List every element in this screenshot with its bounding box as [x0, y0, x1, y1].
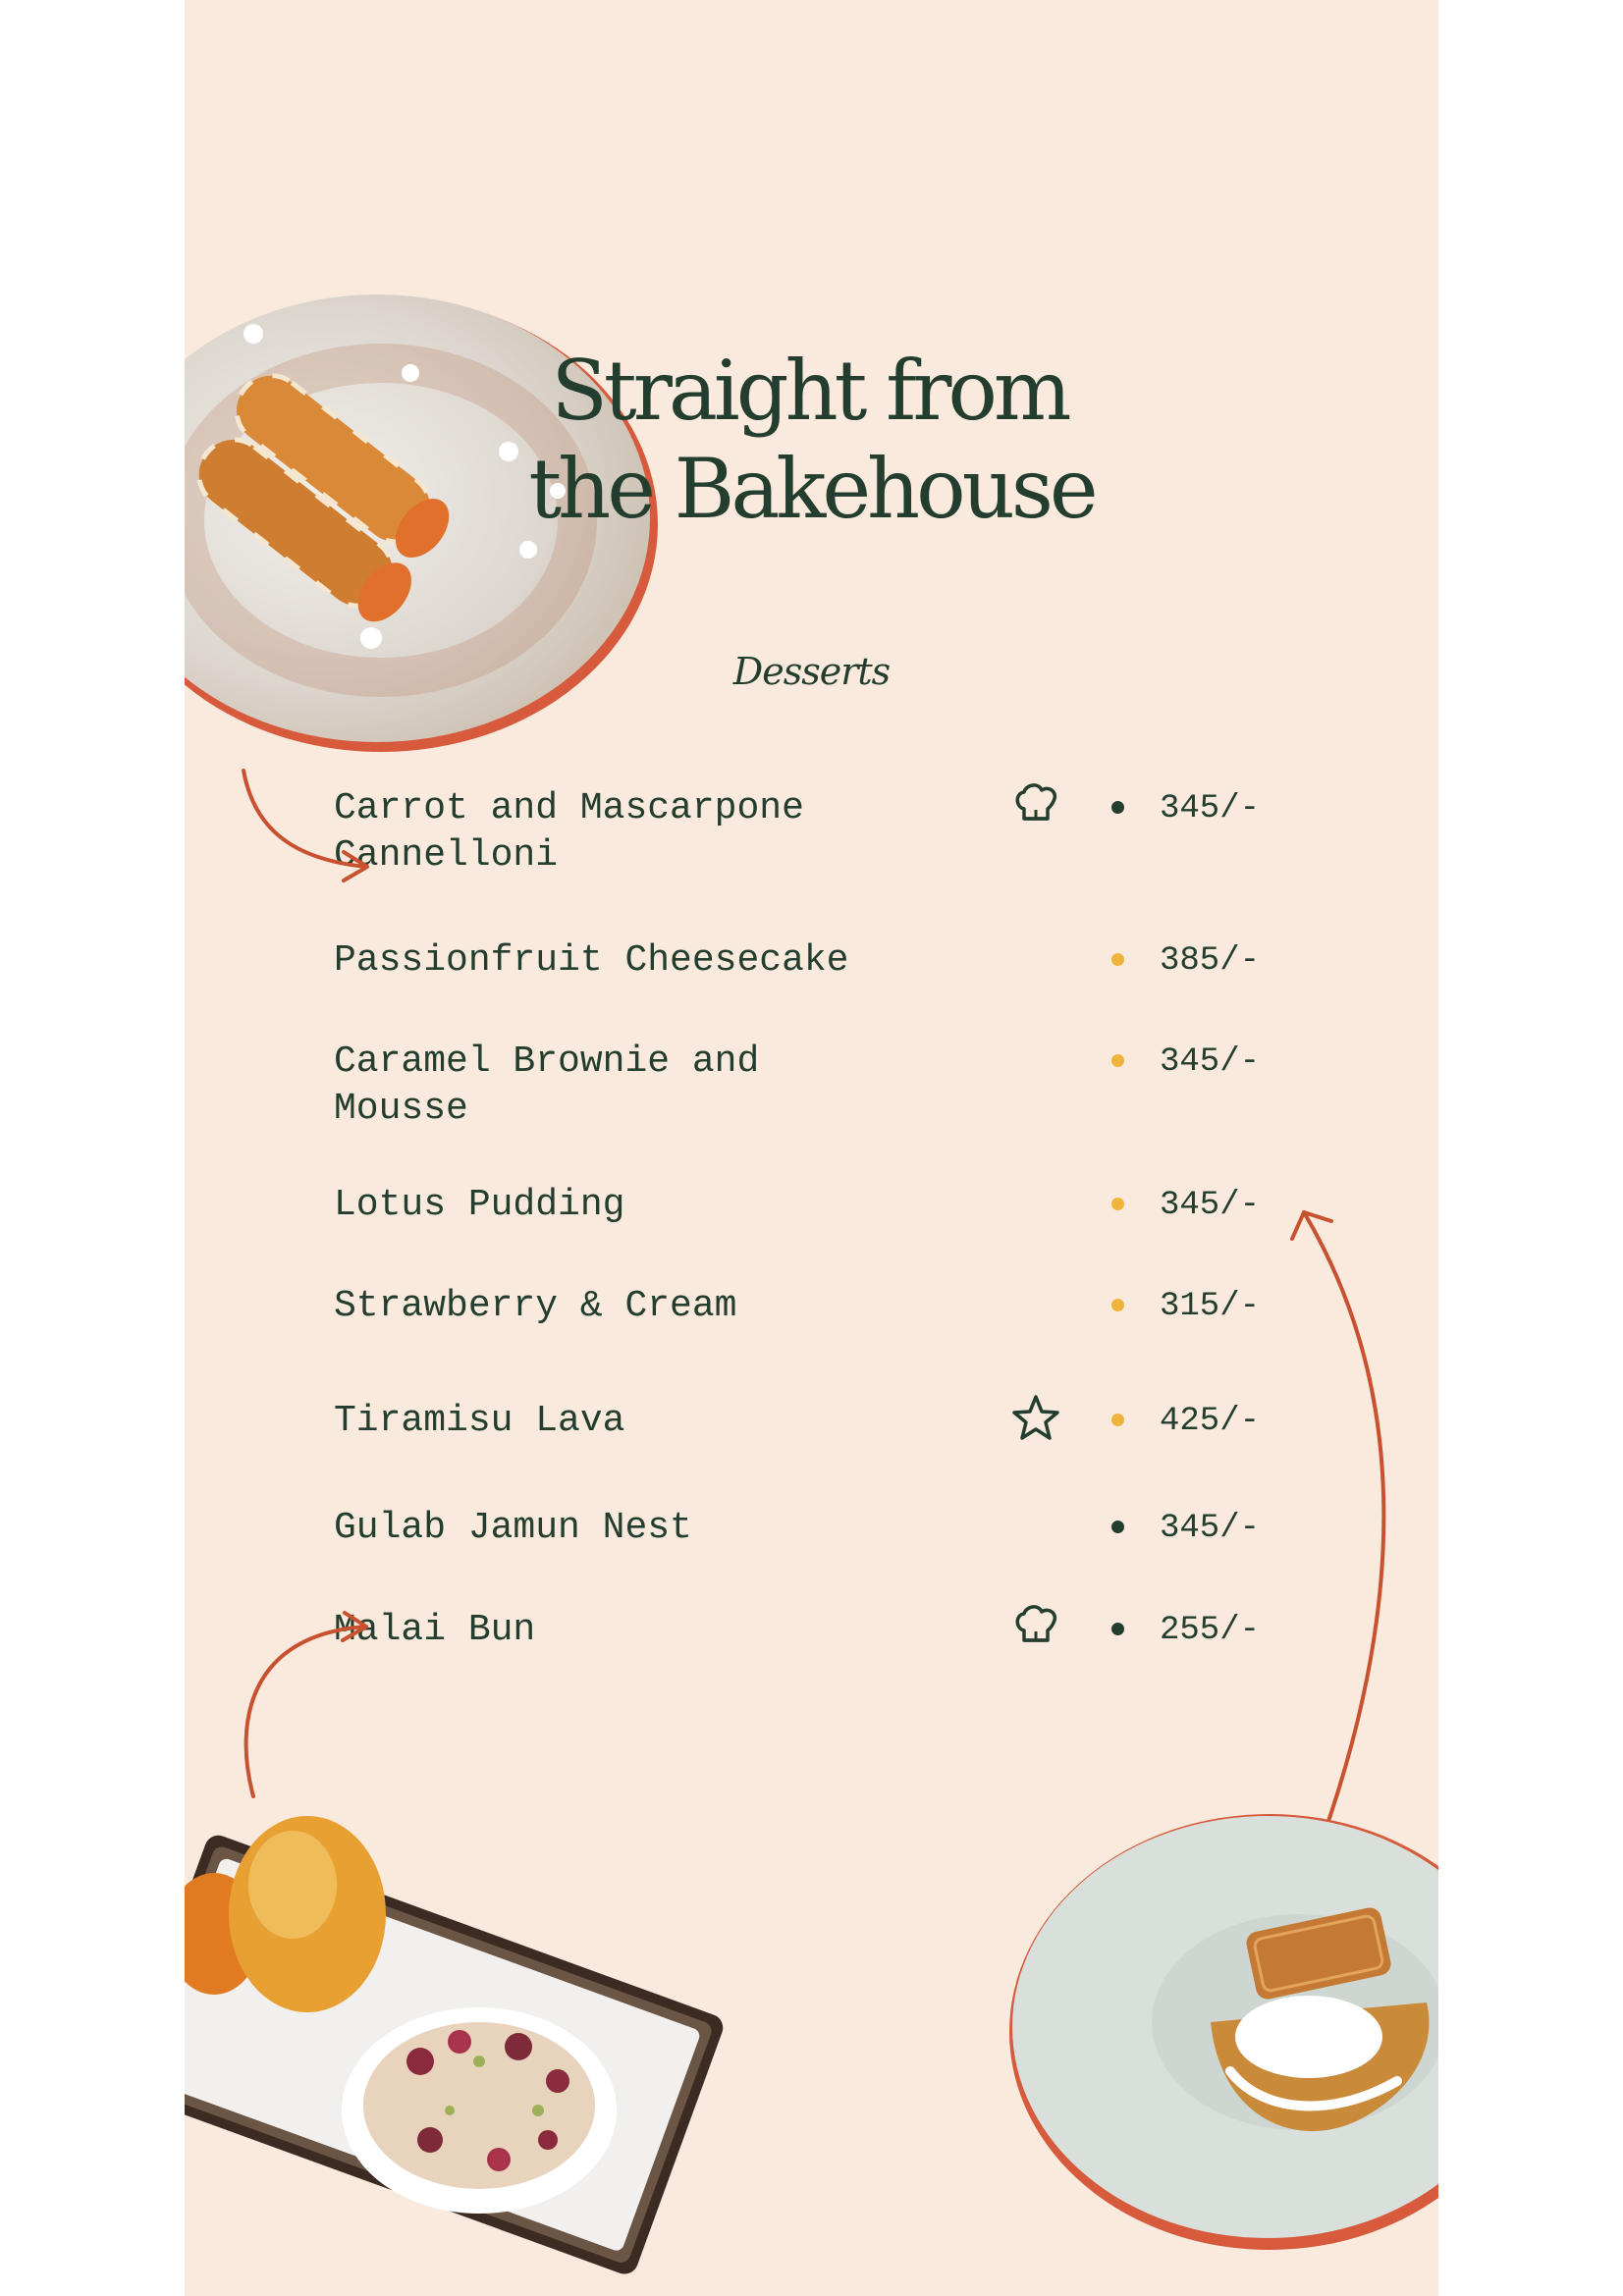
item-price: 315/-: [1160, 1288, 1261, 1325]
item-name: Strawberry & Cream: [334, 1285, 737, 1327]
title-line-1: Straight from: [551, 343, 1068, 439]
item-price: 385/-: [1160, 942, 1261, 980]
item-name: Passionfruit Cheesecake: [334, 939, 849, 982]
menu-item: [185, 1283, 1438, 1342]
menu-item: [185, 1505, 1438, 1564]
menu-item: [185, 1398, 1438, 1457]
item-name: Gulab Jamun Nest: [334, 1507, 692, 1549]
arrow-to-lotus-pudding-icon: [1284, 1198, 1432, 1845]
dot-yellow: [1111, 1414, 1124, 1426]
dot-yellow: [1111, 1054, 1124, 1067]
item-name: Malai Bun: [334, 1609, 536, 1651]
malai-bun-tray-photo: [185, 1767, 705, 2238]
menu-page: [185, 0, 1438, 2296]
chef-hat-icon: [1009, 1601, 1062, 1654]
item-price: 345/-: [1160, 1187, 1261, 1224]
dot-dark: [1111, 801, 1124, 814]
arrow-to-cannelloni-icon: [234, 766, 371, 893]
page-title: [185, 342, 1438, 538]
item-price: 345/-: [1160, 790, 1261, 828]
item-price: 345/-: [1160, 1043, 1261, 1081]
star-icon: [1009, 1392, 1062, 1445]
item-name: Carrot and Mascarpone Cannelloni: [334, 787, 804, 877]
section-heading-desserts: Desserts: [732, 650, 891, 693]
item-name: Caramel Brownie and Mousse: [334, 1041, 760, 1130]
menu-item: [185, 1039, 1438, 1130]
menu-item: [185, 1182, 1438, 1241]
dot-dark: [1111, 1623, 1124, 1635]
dot-yellow: [1111, 1299, 1124, 1311]
item-name: Lotus Pudding: [334, 1184, 625, 1226]
item-price: 425/-: [1160, 1403, 1261, 1440]
item-price: 255/-: [1160, 1612, 1261, 1649]
chef-hat-icon: [1009, 779, 1062, 832]
dot-yellow: [1111, 953, 1124, 966]
dot-dark: [1111, 1521, 1124, 1533]
item-price: 345/-: [1160, 1510, 1261, 1547]
menu-item: [185, 937, 1438, 996]
item-name: Tiramisu Lava: [334, 1400, 625, 1442]
title-line-2: the Bakehouse: [528, 441, 1095, 537]
lotus-pudding-plate-photo: [1004, 1826, 1438, 2258]
menu-item: [185, 785, 1438, 877]
dot-yellow: [1111, 1198, 1124, 1210]
